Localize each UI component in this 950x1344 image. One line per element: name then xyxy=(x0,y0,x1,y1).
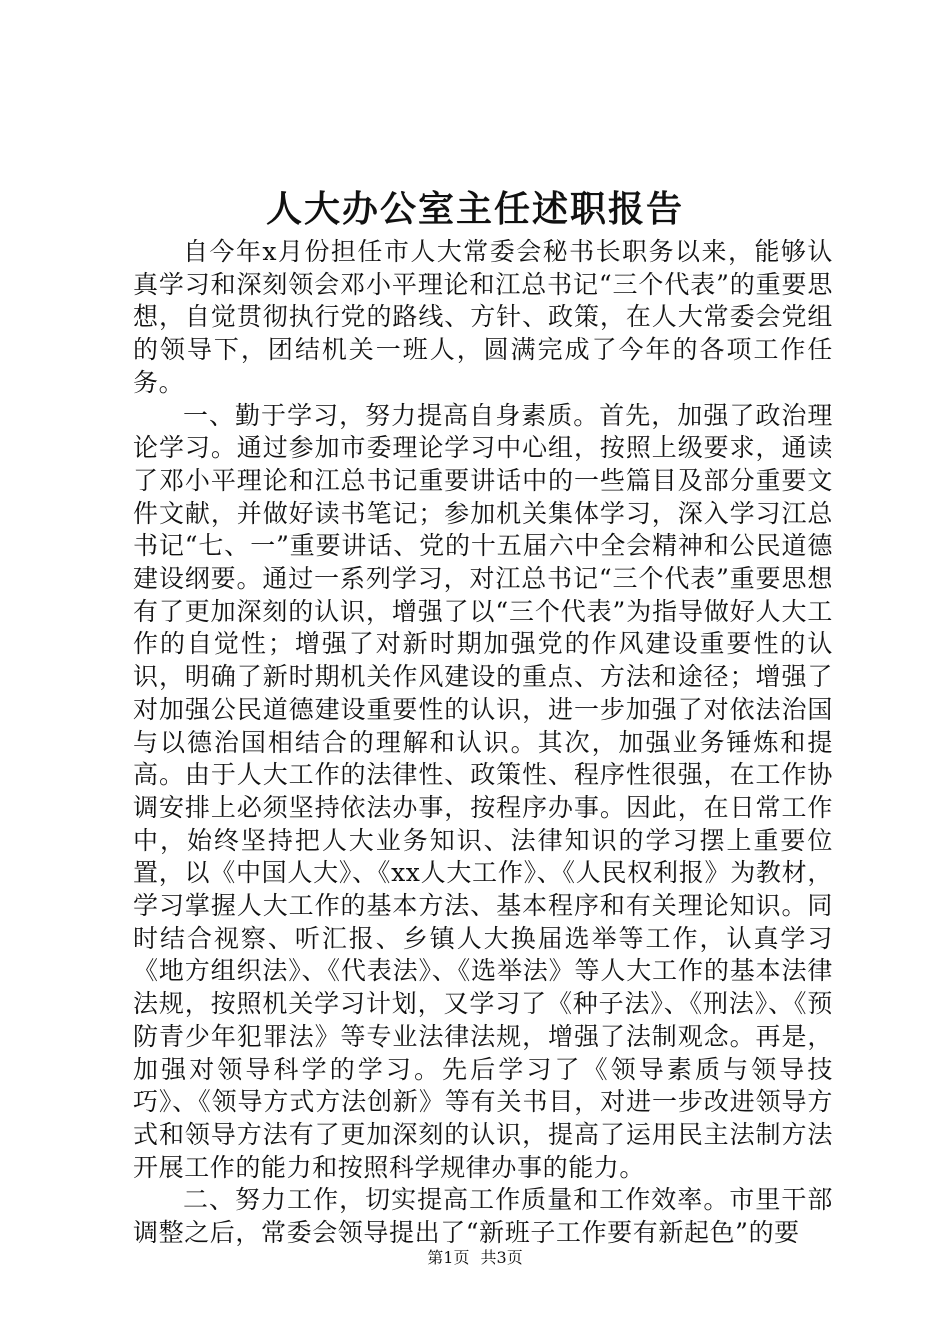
paragraph-section-one: 一、勤于学习，努力提高自身素质。首先，加强了政治理论学习。通过参加市委理论学习中心组，按照上级要求，通读了邓小平理论和江总书记重要讲话中的一些篇目及部分重要文件文献，并做好读书笔记；参加机关集体学习，深入学习江总书记“七、一”重要讲话、党的十五届六中全会精神和公民道德建设纲要。通过一系列学习，对江总书记“三个代表”重要思想有了更加深刻的认识，增强了以“三个代表”为指导做好人大工作的自觉性；增强了对新时期加强党的作风建设重要性的认识，明确了新时期机关作风建设的重点、方法和途径；增强了对加强公民道德建设重要性的认识，进一步加强了对依法治国与以德治国相结合的理解和认识。其次，加强业务锤炼和提高。由于人大工作的法律性、政策性、程序性很强，在工作协调安排上必须坚持依法办事，按程序办事。因此，在日常工作中，始终坚持把人大业务知识、法律知识的学习摆上重要位置，以《中国人大》、《xx人大工作》、《人民权利报》为教材，学习掌握人大工作的基本方法、基本程序和有关理论知识。同时结合视察、听汇报、乡镇人大换届选举等工作，认真学习《地方组织法》、《代表法》、《选举法》等人大工作的基本法律法规，按照机关学习计划，又学习了《种子法》、《刑法》、《预防青少年犯罪法》等专业法律法规，增强了法制观念。再是，加强对领导科学的学习。先后学习了《领导素质与领导技巧》、《领导方式方法创新》等有关书目，对进一步改进领导方式和领导方法有了更加深刻的认识，提高了运用民主法制方法开展工作的能力和按照科学规律办事的能力。 xyxy=(133,400,833,1182)
document-body xyxy=(133,236,833,1250)
page-number: 第1页 xyxy=(427,1248,470,1267)
page-footer xyxy=(0,1247,950,1269)
paragraph-intro: 自今年x月份担任市人大常委会秘书长职务以来，能够认真学习和深刻领会邓小平理论和江总书记“三个代表”的重要思想，自觉贯彻执行党的路线、方针、政策，在人大常委会党组的领导下，团结机关一班人，圆满完成了今年的各项工作任务。 xyxy=(133,237,833,397)
page-total: 共3页 xyxy=(480,1248,523,1267)
paragraph-section-two: 二、努力工作，切实提高工作质量和工作效率。市里干部调整之后，常委会领导提出了“新班子工作要有新起色”的要 xyxy=(133,1185,833,1248)
document-title: 人大办公室主任述职报告 xyxy=(265,188,684,230)
